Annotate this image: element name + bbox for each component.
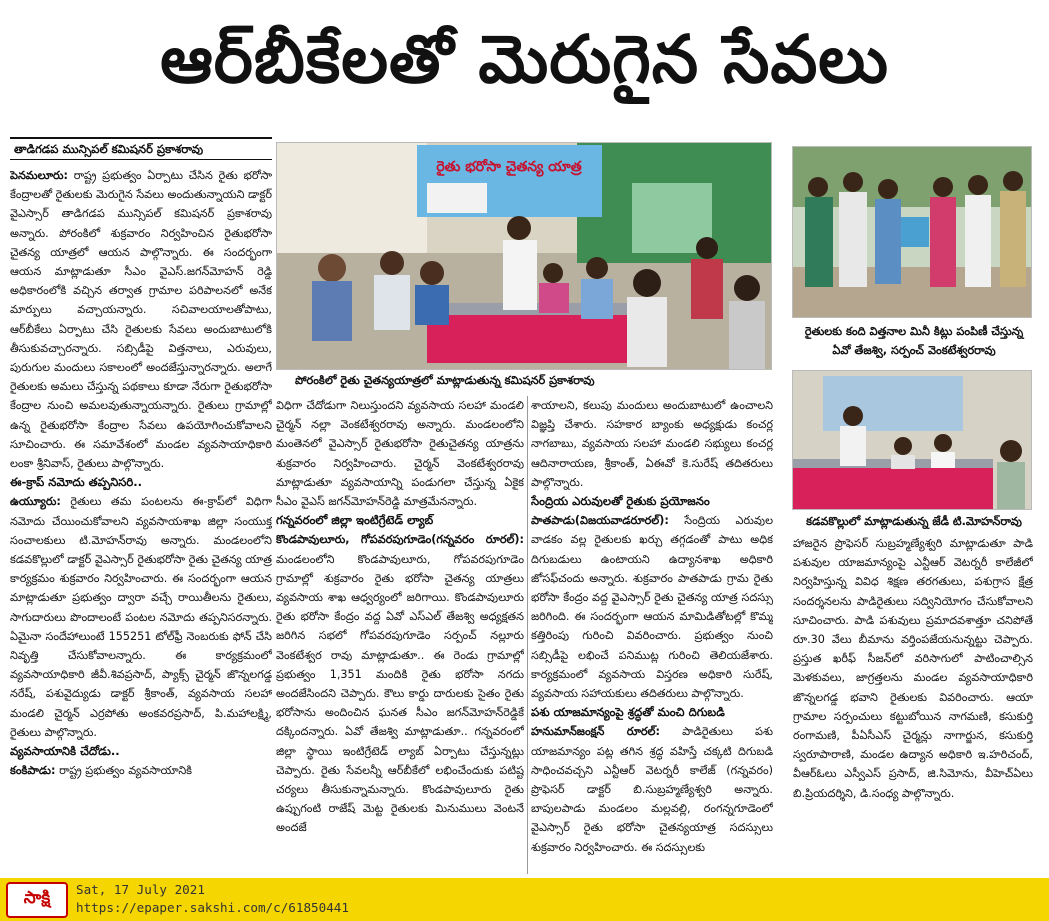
article-column-3 [531,396,773,874]
article-column-2 [276,396,524,874]
center-photo [276,142,772,370]
sakshi-logo: సాక్షి [6,882,68,918]
right-photo-2-caption: కడవకొల్లులో మాట్లాడుతున్న జేడీ టి.మోహన్‌రావు [806,515,1022,528]
column-divider [527,396,528,874]
paragraph [10,492,272,742]
paragraph [531,511,773,703]
article-column-4 [793,534,1033,874]
subheading: పశు యాజమాన్యంపై శ్రద్ధతో మంచి దిగుబడి [531,705,725,720]
dateline: పాతపాడు(విజయవాడరూరల్): [531,514,669,528]
center-photo-caption: పోరంకిలో రైతు చైతన్యయాత్రలో మాట్లాడుతున్న కమిషనర్ ప్రకాశరావు [295,374,595,387]
right-photo-1 [792,146,1032,318]
dateline: కొండపావులూరు, గోపవరపుగూడెం(గన్నవరం రూరల్): [276,533,524,547]
subheading: గన్నవరంలో జిల్లా ఇంటిగ్రేటెడ్ ల్యాబ్ [276,513,434,528]
banner-text: రైతు భరోసా చైతన్య యాత్ర [436,159,582,175]
paragraph [276,396,524,511]
right-photo-1-caption: రైతులకు కంది విత్తనాల మినీ కిట్లు పంపిణీ చేస్తున్న ఏవో తేజశ్వి, సర్పంచ్ వెంకటేశ్వరరావు [804,325,1024,357]
headline: ఆర్‌బీకేలతో మెరుగైన సేవలు [160,20,889,98]
paragraph [10,761,272,780]
body-text: శాయాలని, కలుపు మందులు అందుబాటులో ఉంచాలని విజ్ఞప్తి చేశారు. సహకార బ్యాంకు అధ్యక్షుడు కంచర్ల నాగబాబు, వ్యవసాయ సలహా మండలి సభ్యులు కంచర్ల ఆదినారాయణ, శ్రీకాంత్, ఏఈవో కె.సురేష్ తదితరులు పాల్గొన్నారు. [531,399,773,489]
right-photo-2 [792,370,1032,510]
subheading: సేంద్రియ ఎరువులతో రైతుకు ప్రయోజనం [531,494,710,509]
paragraph [276,530,524,837]
paragraph [10,166,272,473]
footer-bar [0,878,1049,921]
body-text: సేంద్రియ ఎరువుల వాడకం వల్ల రైతులకు ఖర్చు తగ్గడంతో పాటు అధిక దిగుబడులు ఉంటాయని ఉద్యానశాఖ అధికారి జోసఫ్‌చందు అన్నారు. శుక్రవారం పాతపాడు గ్రామ రైతు భరోసా కేంద్రం వద్ద వైఎస్సార్ రైతు చైతన్య యాత్ర సదస్సు జరిగింది. ఈ సందర్భంగా ఆయన మామిడితోటల్లో కొమ్మ కత్తిరింపు గురించి వివరించారు. ప్రభుత్వం నుంచి సబ్సిడీపై లభించే పనిముట్ల గురించి తెలియజేశారు. కార్యక్రమంలో వ్యవసాయ విస్తరణ అధికారి సురేష్, వ్యవసాయ సహాయకులు తదితరులు పాల్గొన్నారు. [531,514,773,701]
paragraph [531,396,773,492]
publication-date: Sat, 17 July 2021 [76,882,205,897]
subheading: వ్యవసాయానికి చేదోడు.. [10,744,120,759]
byline: తాడిగడప మున్సిపల్ కమిషనర్ ప్రకాశరావు [10,137,272,160]
epaper-url[interactable]: https://epaper.sakshi.com/c/61850441 [76,900,349,915]
body-text: పాడిరైతులు పశు యాజమాన్యం పట్ల తగిన శ్రద్ధ వహిస్తే చక్కటి దిగుబడి సాధించవచ్చని ఎన్టీఆర్ వెటర్నరీ కాలేజ్ (గన్నవరం) ప్రొఫెసర్ డాక్టర్ బి.సుబ్రహ్మణ్యేశ్వరి అన్నారు. బాపులపాడు మండలం మల్లవల్లి, రంగన్నగూడెంలో వైఎస్సార్ రైతు భరోసా చైతన్యయాత్ర సదస్సులు శుక్రవారం నిర్వహించారు. ఈ సదస్సులకు [531,725,773,854]
dateline: కంకిపాడు: [10,764,56,778]
body-text: విధిగా చేదోడుగా నిలుస్తుందని వ్యవసాయ సలహా మండలి చైర్మన్ నల్లా వెంకటేశ్వరరావు అన్నారు. మండలంలోని మంతెనలో వైఎస్సార్ రైతుభరోసా రైతుచైతన్య యాత్రను శుక్రవారం నిర్వహించారు. చైర్మన్ వెంకటేశ్వరరావు మాట్లాడుతూ వ్యవసాయాన్ని పండుగలా చేస్తున్న ఏకైక సీఎం వైఎస్ జగన్‌మోహన్‌రెడ్డి మాత్రమేనన్నారు. [276,399,524,509]
body-text: హాజరైన ప్రొఫెసర్ సుబ్రహ్మణ్యేశ్వరి మాట్లాడుతూ పాడి పశువుల యాజమాన్యంపై ఎన్టీఆర్ వెటర్నరీ కాలేజీలో నిర్వహిస్తున్న వివిధ శిక్షణ తరగతులు, పశుగ్రాస క్షేత్ర సందర్శనలను పాడిరైతులు సద్వినియోగం చేసుకోవాలని సూచించారు. పాడి పశువులు ప్రమాదవశాత్తూ చనిపోతే రూ.30 వేలు బీమాను వర్తింపజేయనున్నట్టు చెప్పారు. ప్రస్తుత ఖరీఫ్ సీజన్‌లో వరిసాగులో పాటించాల్సిన మెళకువలు, జాగ్రత్తలను మండల వ్యవసాయాధికారి జొన్నలగడ్డ భవాని రైతులకు వివరించారు. ఆయా గ్రామాల సర్పంచులు కట్టుబోయిన నాగమణి, కసుకుర్తి రంగామణి, పీఏసీఎస్ చైర్మన్లు నాగార్జున, కసుకుర్తి స్వరూపారాణి, మండల ఉద్యాన అధికారి ఇ.హరిచంద్, వీఆర్‌ఓలు ఎస్వీఎస్ ప్రసాద్, జి.సిమోను, వీహెచ్‌ఏలు బి.ప్రియదర్శిని, డి.సంధ్య పాల్గొన్నారు. [793,537,1033,800]
subheading: ఈ-క్రాప్ నమోదు తప్పనిసరి.. [10,475,143,490]
paragraph [531,722,773,856]
body-text: మండలంలోని కొండపావులూరు, గోపవరపుగూడెం గ్రామాల్లో శుక్రవారం రైతు భరోసా చైతన్య యాత్రలు వ్యవసాయ శాఖ ఆధ్వర్యంలో జరిగాయి. కొండపావులూరు రైతు భరోసా కేంద్రం వద్ద ఏవో ఎస్‌ఎల్ తేజశ్వి అధ్యక్షతన జరిగిన సభలో గోపవరపుగూడెం సర్పంచ్ నల్లూరు వెంకటేశ్వర రావు మాట్లాడుతూ.. ఈ రెండు గ్రామాల్లో ప్రభుత్వం 1,351 మందికి రైతు భరోసా నగదు అందజేసిందని చెప్పారు. కౌలు కార్డు దారులకు సైతం రైతు భరోసాను అందించిన ఘనత సీఎం జగన్‌మోహన్‌రెడ్డికే దక్కిందన్నారు. ఏవో తేజశ్వి మాట్లాడుతూ.. గన్నవరంలో జిల్లా స్థాయి ఇంటిగ్రేటెడ్ ల్యాబ్ ఏర్పాటు చేస్తున్నట్లు చెప్పారు. రైతు సేవలన్నీ ఆర్‌బీకేలో లభించేందుకు పటిష్ట చర్యలు తీసుకున్నామన్నారు. కొండపావులూరు రైతు ఉప్పుగంటి రాజేష్ మెట్ట రైతులకు మినుములు వెంటనే అందజే [276,552,524,835]
dateline: హనుమాన్‌జంక్షన్ రూరల్: [531,725,660,739]
dateline: పెనమలూరు: [10,169,69,182]
body-text: రైతులు తమ పంటలను ఈ-క్రాప్‌లో విధిగా నమోదు చేయించుకోవాలని వ్యవసాయశాఖ జిల్లా సంయుక్త సంచాలకులు టి.మోహన్‌రావు అన్నారు. మండలంలోని కడవకొల్లులో డాక్టర్ వైఎస్సార్ రైతుభరోసా రైతు చైతన్య యాత్ర కార్యక్రమం శుక్రవారం నిర్వహించారు. ఈ సందర్భంగా ఆయన మాట్లాడుతూ ప్రభుత్వం ద్వారా వచ్చే రాయితీలను రైతులు, సాగుదారులు పొందాలంటే పంటల నమోదు తప్పనిసరన్నారు. ఏమైనా సందేహాలుంటే 155251 టోల్‌ఫ్రీ నెంబరుకు ఫోన్ చేసి నివృత్తి చేసుకోవాలన్నారు. ఈ కార్యక్రమంలో వ్యవసాయాధికారి జీవీ.శివప్రసాద్, ప్యాక్స్ చైర్మన్ జొన్నలగడ్డ నరేష్, పశువైద్యుడు డాక్టర్ శ్రీకాంత్, వ్యవసాయ సలహా మండలి చైర్మన్ ఎర్రపోతు అంకవరప్రసాద్, పి.మహాలక్ష్మి, రైతులు పాల్గొన్నారు. [10,495,272,739]
paragraph [793,534,1033,803]
body-text: రాష్ట్ర ప్రభుత్వం వ్యవసాయానికి [55,764,193,778]
body-text: రాష్ట్ర ప్రభుత్వం ఏర్పాటు చేసిన రైతు భరోసా కేంద్రాలతో రైతులకు మెరుగైన సేవలు అందుతున్నాయని డాక్టర్ వైఎస్సార్ తాడిగడప మున్సిపల్ కమిషనర్ ప్రకాశరావు అన్నారు. పోరంకిలో శుక్రవారం నిర్వహించిన రైతుభరోసా చైతన్య యాత్రలో ఆయన పాల్గొన్నారు. ఈ సందర్భంగా ఆయన మాట్లాడుతూ సీఎం వైఎస్.జగన్‌మోహన్ రెడ్డి అధికారంలోకి వచ్చిన తర్వాత గ్రామాల పరిపాలనలో అనేక మార్పులు వచ్చాయన్నారు. సచివాలయాలతోపాటు, ఆర్‌బీకేలు ఏర్పాటు చేసి రైతులకు సేవలు అందుబాటులోకి తీసుకువచ్చారన్నారు. సబ్సిడీపై విత్తనాలు, ఎరువులు, పురుగుల మందులు సకాలంలో అందజేస్తున్నారన్నారు. అలాగే రైతులకు అమలు చేస్తున్న పథకాలు కూడా నేరుగా రైతుభరోసా కేంద్రాల నుంచి అమలవుతున్నాయన్నారు. రైతులు గ్రామాల్లో ఉన్న రైతుభరోసా కేంద్రాల సేవలు ఉపయోగించుకోవాలని సూచించారు. ఈ సమావేశంలో మండల వ్యవసాయాధికారి లంకా శ్రీనివాస్, రైతులు పాల్గొన్నారు. [10,169,272,471]
dateline: ఉయ్యూరు: [10,495,61,509]
article-column-1 [10,166,272,874]
